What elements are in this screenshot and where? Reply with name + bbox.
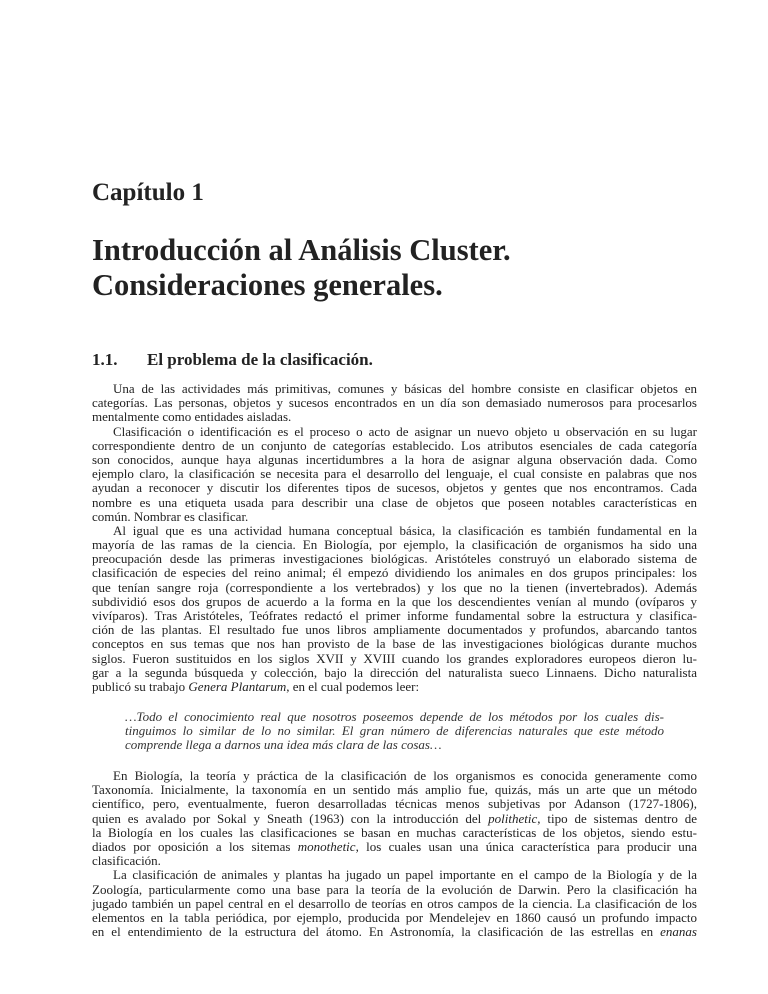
quote-paragraph xyxy=(125,710,664,753)
paragraph xyxy=(92,425,697,524)
text-line: tinguimos lo similar de lo no similar. El gran número de diferencias naturales que este método xyxy=(125,723,664,739)
paragraph xyxy=(92,382,697,425)
text-line xyxy=(92,812,697,826)
text-line: subdividió esos dos grupos de acuerdo a la forma en la que los descendientes venían al mundo (ovíparos y xyxy=(92,593,697,609)
text-line xyxy=(92,840,697,854)
text-line: mayoría de las ramas de la ciencia. En Biología, por ejemplo, la clasificación de organismos ha sido una xyxy=(92,537,697,553)
text-line: ción de las plantas. El resultado fue unos libros ampliamente documentados y profundos, abarcando tantos xyxy=(92,622,697,638)
text-line xyxy=(92,925,697,939)
chapter-title-line: Consideraciones generales. xyxy=(92,268,443,302)
text-line: científico, pero, eventualmente, fueron desarrolladas técnicas menos subjetivas por Adanson (1727-1806), xyxy=(92,796,697,812)
text-line: ejemplo claro, la clasificación se necesita para el desarrollo del lenguaje, el cual consiste en palabras que nos xyxy=(92,466,697,482)
text-line: categorías. Las personas, objetos y sucesos encontrados en un día son demasiado numerosos para procesarlos xyxy=(92,395,697,411)
text-segment: , los cuales usan una única característica para producir una xyxy=(355,838,697,854)
section-heading xyxy=(92,350,373,370)
text-segment: , tipo de sistemas dentro de xyxy=(537,810,697,826)
text-line: la Biología en los cuales las clasificaciones se basan en muchas características de los objetos, siendo estu- xyxy=(92,824,697,840)
text-segment: en el entendimiento de la estructura del átomo. En Astronomía, la clasificación de las estrellas en xyxy=(92,924,661,940)
text-line: vivíparos). Tras Aristóteles, Teófrates redactó el primer informe fundamental sobre la estructura y clasifica- xyxy=(92,608,697,623)
paragraph xyxy=(92,868,697,939)
text-segment: , en el cual podemos leer: xyxy=(286,678,420,694)
text-line: En Biología, la teoría y práctica de la clasificación de los organismos es conocida generamente como xyxy=(113,768,697,783)
text-line: son conocidos, aunque haya algunas incertidumbres a la hora de asignar alguna observación dada. Como xyxy=(92,451,697,467)
body-text-bottom xyxy=(92,769,697,939)
body-text-top xyxy=(92,382,697,694)
text-line: Taxonomía. Inicialmente, la taxonomía en un sentido más amplio fue, quizás, más un arte que un método xyxy=(92,782,697,798)
text-line: Zoología, particularmente como una base para la teoría de la evolución de Darwin. Pero la clasificación ha xyxy=(92,881,697,897)
text-line: comprende llega a darnos una idea más clara de las cosas… xyxy=(125,737,442,753)
text-segment: diados por oposición a los sitemas xyxy=(92,838,298,854)
text-line: La clasificación de animales y plantas ha jugado un papel importante en el campo de la Biología y de la xyxy=(113,867,697,883)
text-line: ayudan a reconocer y discutir los diferentes tipos de sucesos, objetos y gentes que nos encontramos. Cada xyxy=(92,480,697,496)
paragraph xyxy=(92,524,697,694)
text-line: conceptos en sus temas que nos han provisto de la base de las investigaciones biológicas durante muchos xyxy=(92,636,697,652)
text-line: correspondiente dentro de un conjunto de categorías establecido. Los atributos esenciales de cada categoría xyxy=(92,437,697,453)
text-line: mentalmente como entidades aisladas. xyxy=(92,409,292,425)
text-line: …Todo el conocimiento real que nosotros poseemos depende de los métodos por los cuales dis- xyxy=(125,709,664,724)
text-line: siglos. Fueron sustituidos en los siglos XVII y XVIII cuando los grandes exploradores europeos dieron lu- xyxy=(92,650,697,666)
text-segment: publicó su trabajo xyxy=(92,678,189,694)
text-line: que tenían sangre roja (correspondiente a los vertebrados) y los que no la tienen (invertebrados). Además xyxy=(92,579,697,595)
section-title: El problema de la clasificación. xyxy=(147,350,373,369)
chapter-title xyxy=(92,233,511,303)
italic-term: polithetic xyxy=(488,810,538,826)
text-line xyxy=(92,680,697,694)
text-line: jugado también un papel central en el desarrollo de teorías en otros campos de la ciencia. La clasificación de los xyxy=(92,895,697,911)
text-line: elementos en la tabla periódica, por ejemplo, producida por Mendelejev en 1860 causó un profundo impacto xyxy=(92,909,697,925)
italic-term: monothetic xyxy=(297,838,356,854)
text-line: Una de las actividades más primitivas, comunes y básicas del hombre consiste en clasificar objetos en xyxy=(113,381,697,396)
text-line: Al igual que es una actividad humana conceptual básica, la clasificación es también fundamental en la xyxy=(113,522,697,538)
section-number: 1.1. xyxy=(92,350,118,369)
text-line: gar a la segunda búsqueda y colección, bajo la dirección del naturalista sueco Linnaens. Dicho naturalista xyxy=(92,664,697,680)
text-segment: quien es avalado por Sokal y Sneath (1963) con la introducción del xyxy=(92,810,489,826)
text-line: Clasificación o identificación es el proceso o acto de asignar un nuevo objeto u observación en su lugar xyxy=(113,423,697,439)
italic-term: enanas xyxy=(660,924,697,940)
paragraph xyxy=(92,769,697,868)
text-line: preocupación desde las primeras investigaciones biológicas. Aristóteles construyó un elaborado sistema de xyxy=(92,551,697,567)
block-quote xyxy=(125,710,664,753)
italic-term: Genera Plantarum xyxy=(188,678,287,694)
text-line: común. Nombrar es clasificar. xyxy=(92,508,249,524)
chapter-title-line: Introducción al Análisis Cluster. xyxy=(92,233,511,267)
text-line: nombre es una etiqueta usada para describir una clase de objetos que poseen notables características en xyxy=(92,494,697,510)
text-line: clasificación. xyxy=(92,853,161,869)
text-line: clasificación de especies del reino animal; él empezó dividiendo los animales en dos grupos principales: los xyxy=(92,565,697,581)
chapter-label: Capítulo 1 xyxy=(92,179,204,206)
